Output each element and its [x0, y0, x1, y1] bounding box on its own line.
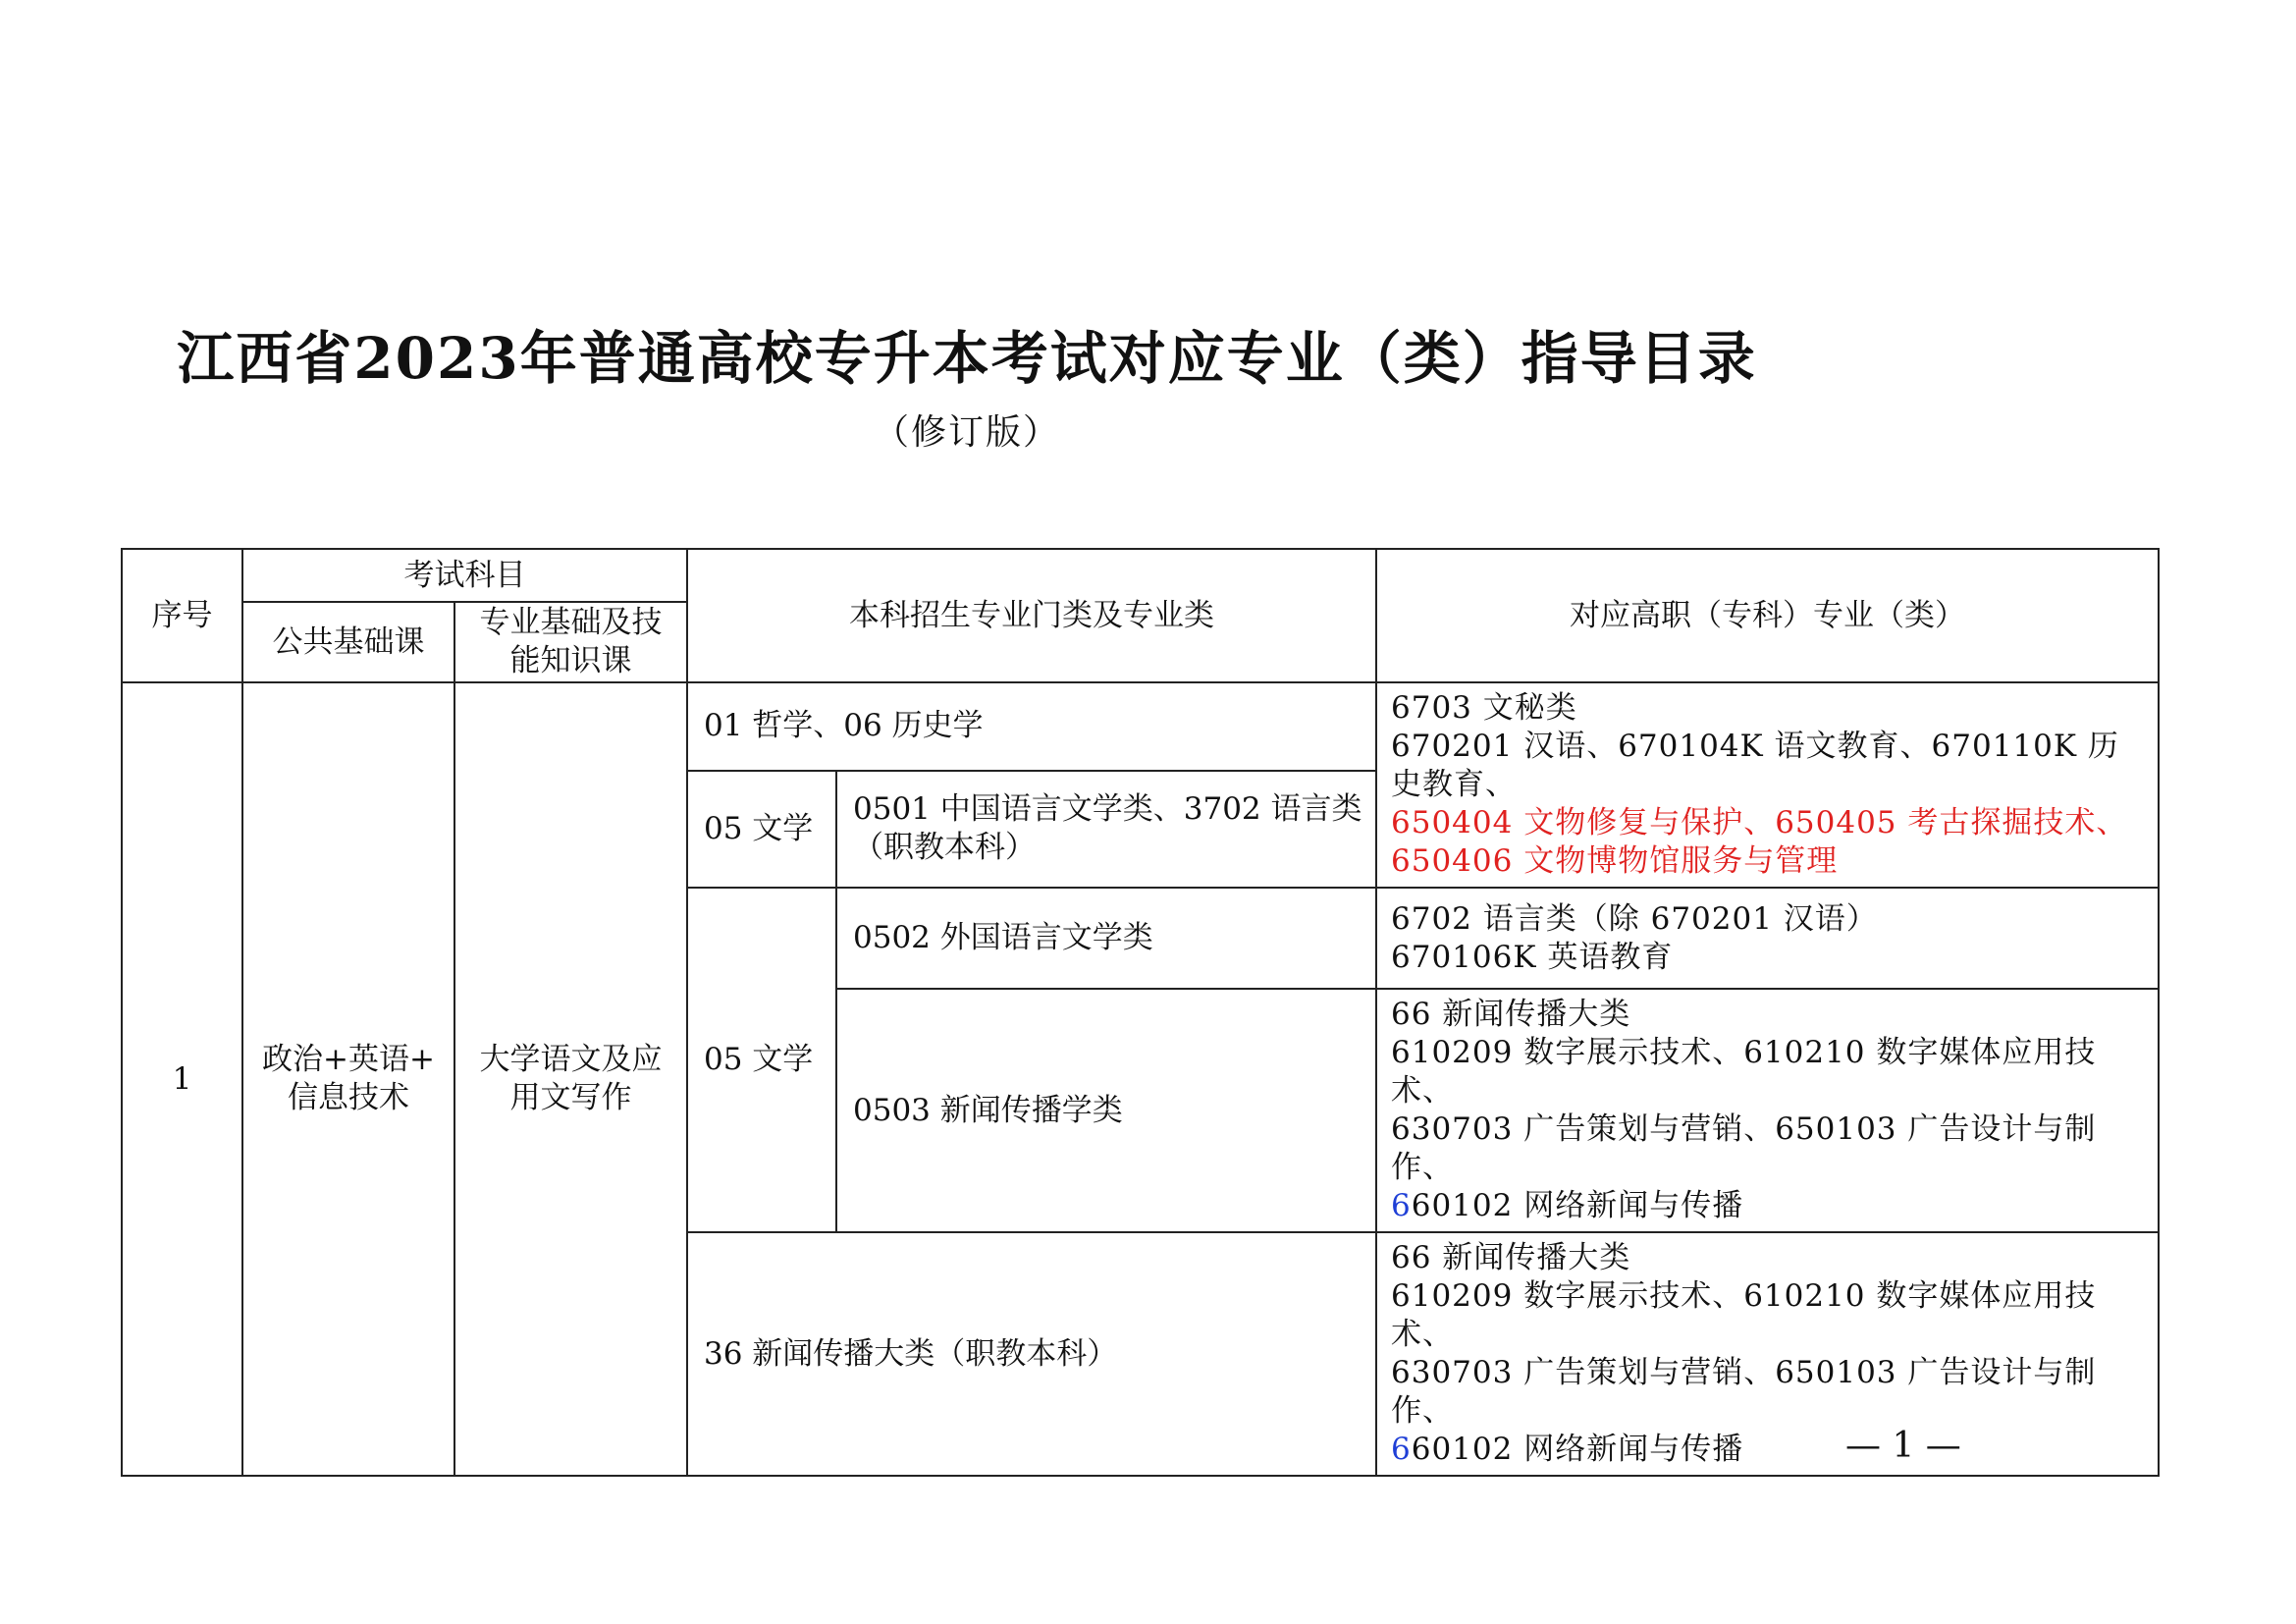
voc-line: 66 新闻传播大类	[1391, 1240, 1631, 1275]
professional-line1: 大学语文及应	[479, 1042, 663, 1077]
document-subtitle: （修订版）	[873, 412, 1060, 453]
header-professional-line2: 能知识课	[509, 643, 632, 678]
voc-line-blue-digit: 6	[1391, 1432, 1412, 1467]
voc-line-rest: 60102 网络新闻与传播	[1411, 1188, 1744, 1223]
voc-cell-journalism-vocational	[1376, 1232, 2159, 1476]
major-chinese-language	[836, 771, 1376, 888]
major-foreign-language: 0502 外国语言文学类	[836, 888, 1376, 989]
voc-line: 670201 汉语、670104K 语文教育、670110K 历史教育、	[1391, 729, 2119, 802]
header-undergrad-majors: 本科招生专业门类及专业类	[687, 549, 1376, 682]
major-catalog-table	[121, 548, 2160, 1477]
voc-line: 610209 数字展示技术、610210 数字媒体应用技术、	[1391, 1035, 2097, 1109]
voc-line: 630703 广告策划与营销、650103 广告设计与制作、	[1391, 1111, 2097, 1185]
category-literature: 05 文学	[687, 771, 836, 888]
major-journalism-vocational: 36 新闻传播大类（职教本科）	[687, 1232, 1376, 1476]
professional-line2: 用文写作	[509, 1080, 632, 1115]
major-journalism: 0503 新闻传播学类	[836, 989, 1376, 1232]
voc-line: 670106K 英语教育	[1391, 939, 1674, 975]
voc-line: 6703 文秘类	[1391, 690, 1577, 726]
category-literature: 05 文学	[687, 888, 836, 1232]
table-header-row	[122, 549, 2159, 602]
voc-line: 6702 语言类（除 670201 汉语）	[1391, 900, 1878, 937]
header-index: 序号	[122, 549, 242, 682]
public-line2: 信息技术	[288, 1080, 409, 1115]
page-number: — 1 —	[1845, 1426, 1961, 1466]
voc-line-highlight: 650404 文物修复与保护、650405 考古探掘技术、	[1391, 805, 2128, 840]
public-line1: 政治+英语+	[262, 1042, 435, 1077]
voc-line: 66 新闻传播大类	[1391, 997, 1631, 1032]
voc-line	[1391, 1187, 2146, 1225]
header-public-course: 公共基础课	[242, 602, 454, 682]
header-vocational-majors: 对应高职（专科）专业（类）	[1376, 549, 2159, 682]
voc-line-highlight: 650406 文物博物馆服务与管理	[1391, 843, 1839, 879]
voc-line: 610209 数字展示技术、610210 数字媒体应用技术、	[1391, 1278, 2097, 1352]
voc-line-blue-digit: 6	[1391, 1188, 1412, 1223]
voc-cell-journalism	[1376, 989, 2159, 1232]
table-row	[122, 682, 2159, 771]
document-title: 江西省2023年普通高校专升本考试对应专业（类）指导目录	[177, 325, 1757, 392]
header-professional-line1: 专业基础及技	[479, 605, 663, 640]
voc-cell-literature-chinese	[1376, 682, 2159, 888]
header-exam-subjects: 考试科目	[242, 549, 687, 602]
voc-line: 630703 广告策划与营销、650103 广告设计与制作、	[1391, 1355, 2097, 1429]
voc-line-rest: 60102 网络新闻与传播	[1411, 1432, 1744, 1467]
voc-cell-foreign-language	[1376, 888, 2159, 989]
major-line: （职教本科）	[853, 830, 1036, 866]
public-course-cell	[242, 682, 454, 1476]
professional-course-cell	[454, 682, 687, 1476]
voc-line	[1391, 1431, 2146, 1469]
major-line: 0501 中国语言文学类、3702 语言类	[853, 791, 1362, 828]
major-philosophy-history: 01 哲学、06 历史学	[687, 682, 1376, 771]
row-index: 1	[122, 682, 242, 1476]
header-professional-course	[454, 602, 687, 682]
